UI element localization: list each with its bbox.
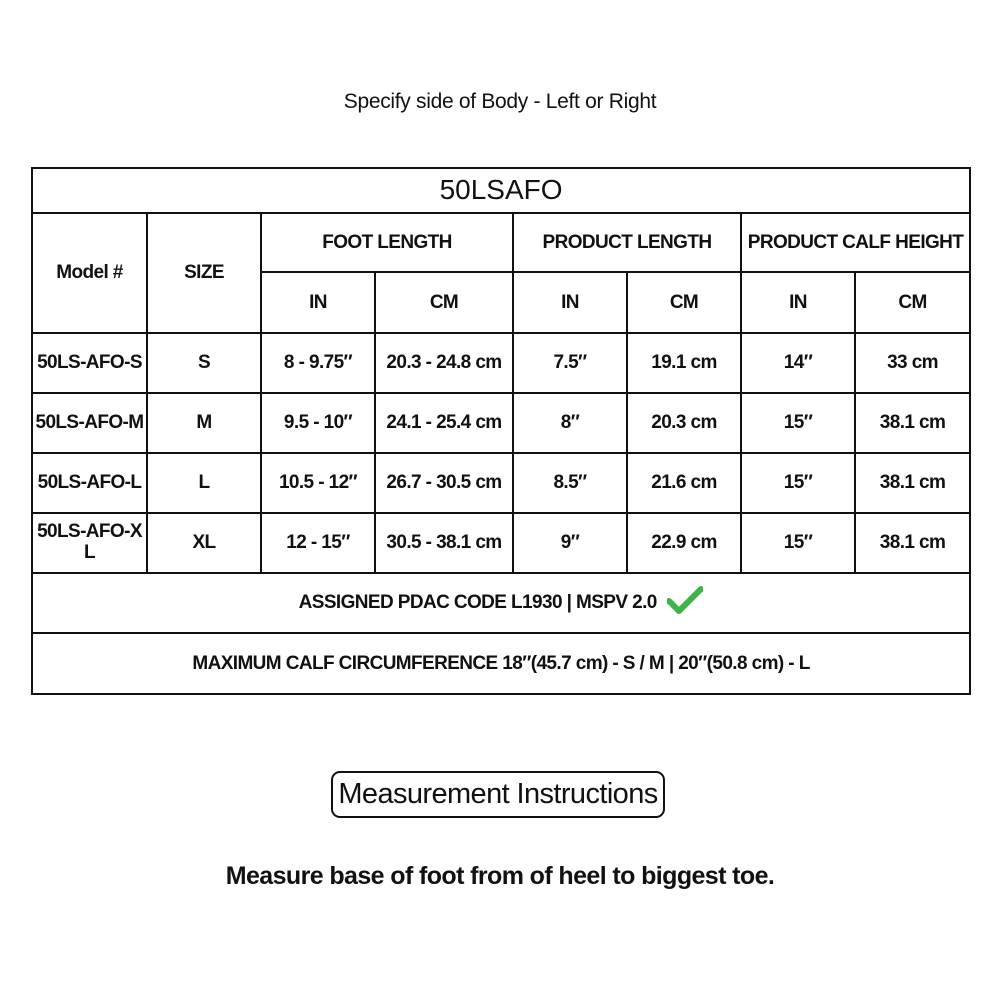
cell-foot-in: 9.5 - 10″ (261, 393, 375, 453)
size-chart-table (31, 167, 971, 695)
header-product-cm: CM (627, 272, 741, 333)
cell-calf-cm: 38.1 cm (855, 393, 970, 453)
cell-foot-in: 10.5 - 12″ (261, 453, 375, 513)
side-note: Specify side of Body - Left or Right (343, 90, 657, 113)
header-size: SIZE (147, 213, 261, 333)
measurement-instructions-heading: Measurement Instructions (331, 771, 665, 818)
cell-foot-cm: 26.7 - 30.5 cm (375, 453, 513, 513)
header-foot-cm: CM (375, 272, 513, 333)
cell-product-cm: 20.3 cm (627, 393, 741, 453)
header-calf-cm: CM (855, 272, 970, 333)
header-row (32, 213, 970, 272)
checkmark-icon (667, 586, 703, 620)
cell-model: 50LS-AFO-M (32, 393, 147, 453)
cell-model: 50LS-AFO-S (32, 333, 147, 393)
cell-size: S (147, 333, 261, 393)
table-title: 50LSAFO (32, 168, 970, 213)
cell-product-cm: 22.9 cm (627, 513, 741, 573)
pdac-row (32, 573, 970, 633)
header-foot-length: FOOT LENGTH (261, 213, 513, 272)
cell-foot-in: 8 - 9.75″ (261, 333, 375, 393)
cell-product-in: 7.5″ (513, 333, 627, 393)
table-row (32, 393, 970, 453)
cell-product-in: 8″ (513, 393, 627, 453)
header-product-calf-height: PRODUCT CALF HEIGHT (741, 213, 970, 272)
cell-calf-in: 15″ (741, 453, 855, 513)
cell-calf-in: 14″ (741, 333, 855, 393)
cell-product-cm: 21.6 cm (627, 453, 741, 513)
pdac-code-text: ASSIGNED PDAC CODE L1930 | MSPV 2.0 (298, 592, 657, 614)
cell-calf-cm: 38.1 cm (855, 453, 970, 513)
header-product-length: PRODUCT LENGTH (513, 213, 741, 272)
calf-circumference-row (32, 633, 970, 694)
cell-size: XL (147, 513, 261, 573)
pdac-code-cell (32, 573, 970, 633)
measurement-instructions-text: Measure base of foot from of heel to biggest toe. (225, 862, 775, 890)
cell-foot-in: 12 - 15″ (261, 513, 375, 573)
cell-foot-cm: 24.1 - 25.4 cm (375, 393, 513, 453)
cell-calf-in: 15″ (741, 513, 855, 573)
header-model: Model # (32, 213, 147, 333)
header-calf-in: IN (741, 272, 855, 333)
cell-product-in: 9″ (513, 513, 627, 573)
header-product-in: IN (513, 272, 627, 333)
cell-size: L (147, 453, 261, 513)
cell-model: 50LS-AFO-L (32, 453, 147, 513)
calf-circumference-cell: MAXIMUM CALF CIRCUMFERENCE 18″(45.7 cm) - S / M | 20″(50.8 cm) - L (32, 633, 970, 694)
cell-foot-cm: 30.5 - 38.1 cm (375, 513, 513, 573)
table-row (32, 513, 970, 573)
cell-calf-cm: 38.1 cm (855, 513, 970, 573)
header-foot-in: IN (261, 272, 375, 333)
table-row (32, 333, 970, 393)
cell-product-in: 8.5″ (513, 453, 627, 513)
cell-foot-cm: 20.3 - 24.8 cm (375, 333, 513, 393)
table-row (32, 453, 970, 513)
cell-model: 50LS-AFO-XL (32, 513, 147, 573)
table-title-row (32, 168, 970, 213)
cell-product-cm: 19.1 cm (627, 333, 741, 393)
cell-calf-in: 15″ (741, 393, 855, 453)
cell-size: M (147, 393, 261, 453)
cell-calf-cm: 33 cm (855, 333, 970, 393)
